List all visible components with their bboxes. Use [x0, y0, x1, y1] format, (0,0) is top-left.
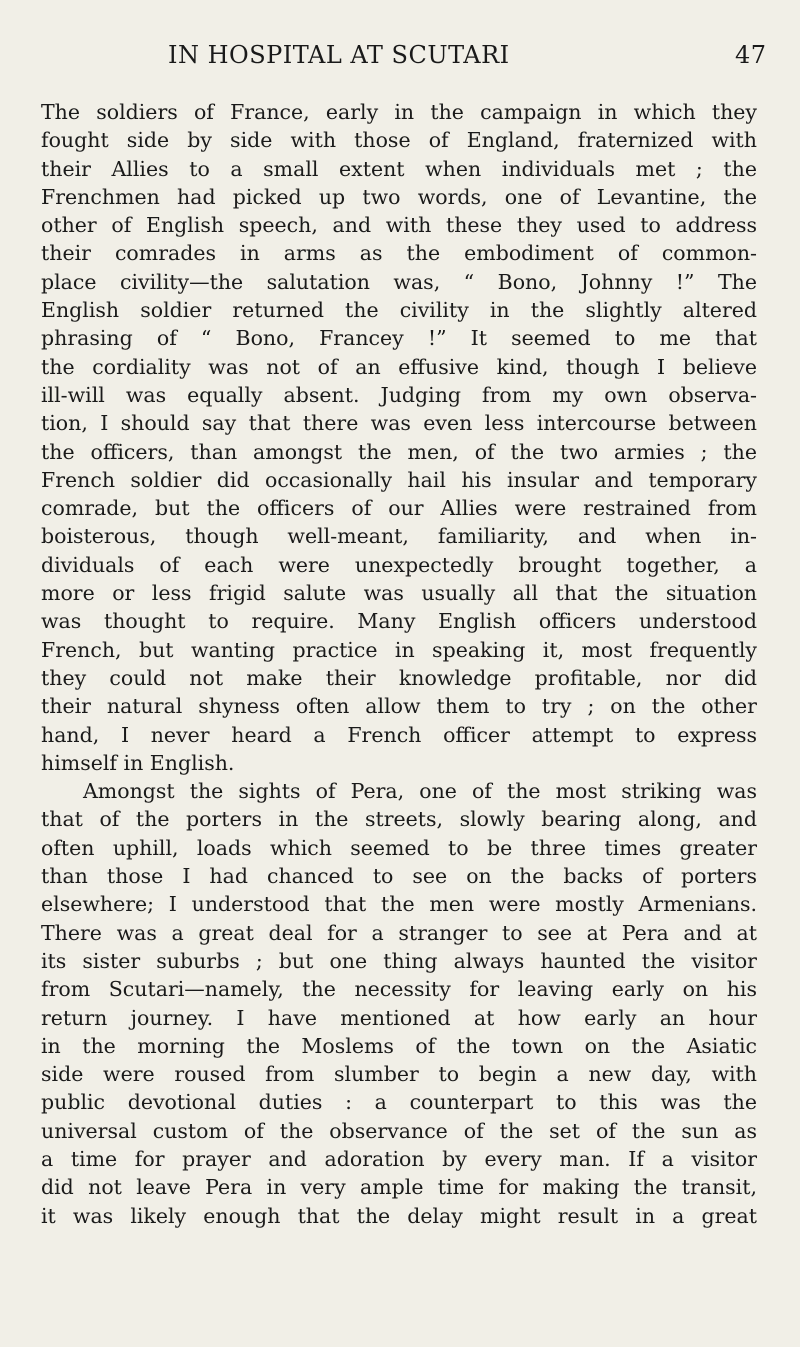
- text-line: hand, I never heard a French officer attempt to express: [41, 722, 757, 747]
- body-text: [41, 98, 757, 1230]
- text-line: public devotional duties : a counterpart to this was the: [41, 1090, 757, 1115]
- page-number: 47: [735, 41, 767, 69]
- text-line: Amongst the sights of Pera, one of the most striking was: [83, 779, 757, 804]
- text-line: the cordiality was not of an effusive kind, though I believe: [41, 354, 757, 379]
- text-line: French soldier did occasionally hail his insular and temporary: [41, 467, 757, 492]
- running-title: IN HOSPITAL AT SCUTARI: [168, 41, 510, 69]
- text-line: more or less frigid salute was usually all that the situation: [41, 581, 757, 606]
- text-line: other of English speech, and with these they used to address: [41, 213, 757, 238]
- text-line: universal custom of the observance of the set of the sun as: [41, 1118, 757, 1143]
- text-line: in the morning the Moslems of the town on the Asiatic: [41, 1033, 757, 1058]
- text-line: their comrades in arms as the embodiment of common-: [41, 241, 757, 266]
- text-line: fought side by side with those of England, fraternized with: [41, 128, 757, 153]
- text-line: that of the porters in the streets, slowly bearing along, and: [41, 807, 757, 832]
- text-line: they could not make their knowledge profitable, nor did: [41, 665, 757, 690]
- running-head: [0, 41, 800, 81]
- text-line: was thought to require. Many English officers understood: [41, 609, 757, 634]
- text-line: boisterous, though well-meant, familiarity, and when in-: [41, 524, 757, 549]
- text-line: himself in English.: [41, 750, 235, 775]
- text-line: their Allies to a small extent when individuals met ; the: [41, 156, 757, 181]
- text-line: it was likely enough that the delay might result in a great: [41, 1203, 757, 1228]
- text-line: from Scutari—namely, the necessity for leaving early on his: [41, 977, 757, 1002]
- text-line: There was a great deal for a stranger to see at Pera and at: [41, 920, 757, 945]
- text-line: comrade, but the officers of our Allies were restrained from: [41, 496, 757, 521]
- text-line: return journey. I have mentioned at how early an hour: [41, 1005, 757, 1030]
- text-line: often uphill, loads which seemed to be three times greater: [41, 835, 757, 860]
- text-line: French, but wanting practice in speaking it, most frequently: [41, 637, 757, 662]
- text-line: ill-will was equally absent. Judging from my own observa-: [41, 382, 757, 407]
- text-line: the officers, than amongst the men, of the two armies ; the: [41, 439, 757, 464]
- text-line: elsewhere; I understood that the men were mostly Armenians.: [41, 892, 757, 917]
- text-line: side were roused from slumber to begin a new day, with: [41, 1062, 757, 1087]
- text-line: than those I had chanced to see on the backs of porters: [41, 864, 757, 889]
- text-line: their natural shyness often allow them to try ; on the other: [41, 694, 757, 719]
- text-line: English soldier returned the civility in the slightly altered: [41, 298, 757, 323]
- text-line: Frenchmen had picked up two words, one of Levantine, the: [41, 184, 757, 209]
- text-line: tion, I should say that there was even less intercourse between: [41, 411, 757, 436]
- text-line: place civility—the salutation was, “ Bono, Johnny !” The: [41, 269, 757, 294]
- text-line: its sister suburbs ; but one thing always haunted the visitor: [41, 948, 757, 973]
- text-line: The soldiers of France, early in the campaign in which they: [41, 100, 757, 124]
- text-line: a time for prayer and adoration by every man. If a visitor: [41, 1146, 757, 1171]
- text-line: dividuals of each were unexpectedly brought together, a: [41, 552, 757, 577]
- text-line: phrasing of “ Bono, Francey !” It seemed to me that: [41, 326, 757, 351]
- text-line: did not leave Pera in very ample time for making the transit,: [41, 1175, 757, 1200]
